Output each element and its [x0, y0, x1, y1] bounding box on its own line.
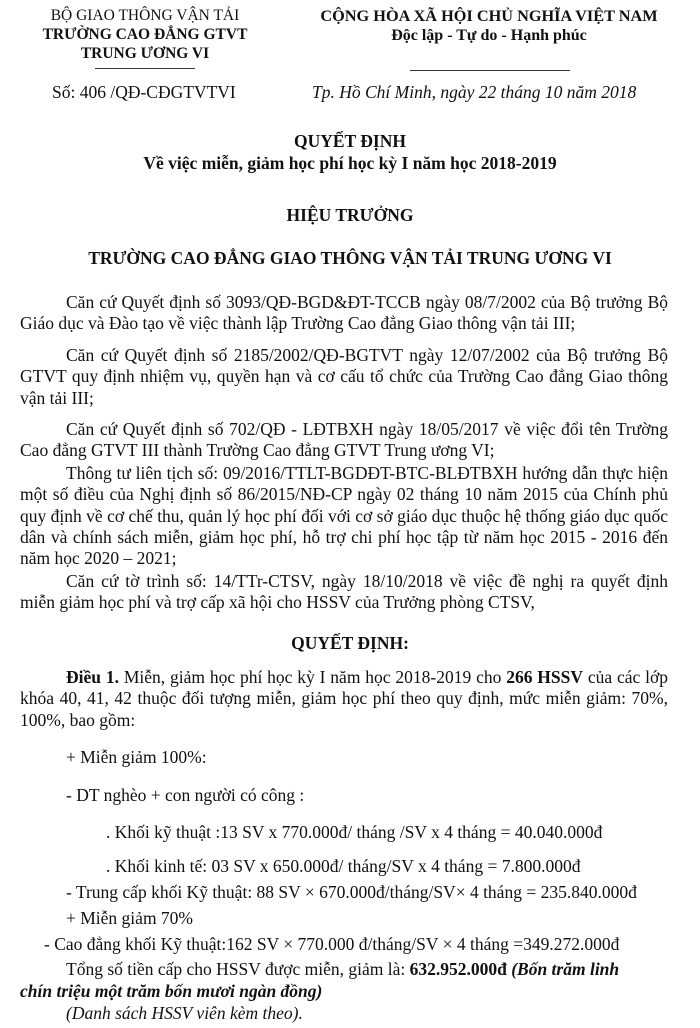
- technical-block-line: . Khối kỹ thuật :13 SV x 770.000đ/ tháng /SV x 4 tháng = 40.040.000đ: [106, 822, 603, 842]
- total-line: [66, 959, 619, 980]
- legal-basis-1: [20, 292, 668, 335]
- article-1: [20, 667, 668, 731]
- place-date: Tp. Hồ Chí Minh, ngày 22 tháng 10 năm 2018: [312, 82, 637, 102]
- issuer-underline: [95, 68, 195, 69]
- article-1-label: Điều 1.: [66, 667, 119, 687]
- legal-basis-5: [20, 571, 668, 614]
- total-words-line1: (Bốn trăm linh: [506, 959, 620, 979]
- national-heading: [284, 6, 694, 46]
- legal-basis-5-text: Căn cứ tờ trình số: 14/TTr-CTSV, ngày 18/10/2018 về việc đề nghị ra quyết định miễn giảm học phí và trợ cấp xã hội cho HSSV của Trưởng phòng CTSV,: [20, 571, 668, 613]
- legal-basis-4-text: Thông tư liên tịch số: 09/2016/TTLT-BGDĐT-BTC-BLĐTBXH hướng dẫn thực hiện một số điều của Nghị định số 86/2015/NĐ-CP ngày 02 tháng 10 năm 2015 của Chính phủ quy định về cơ chế thu, quản lý học phí đối với cơ sở giáo dục thuộc hệ thống giáo dục quốc dân và chính sách miễn, giảm học phí, hỗ trợ chi phí học tập từ năm học 2015 - 2016 đến năm học 2020 – 2021;: [20, 463, 668, 569]
- article-1-text-before: Miễn, giảm học phí học kỳ I năm học 2018-2019 cho: [118, 667, 507, 687]
- document-subject: Về việc miễn, giảm học phí học kỳ I năm học 2018-2019: [143, 153, 557, 173]
- school-name-line2: TRUNG ƯƠNG VI: [80, 45, 210, 62]
- article-1-count: 266 HSSV: [506, 667, 584, 687]
- national-motto: Độc lập - Tự do - Hạnh phúc: [391, 27, 587, 44]
- exempt-100-heading: + Miễn giảm 100%:: [66, 747, 207, 767]
- authority-school: TRƯỜNG CAO ĐẲNG GIAO THÔNG VẬN TẢI TRUNG ƯƠNG VI: [88, 248, 612, 268]
- document-title: QUYẾT ĐỊNH: [294, 131, 406, 151]
- document-number: Số: 406 /QĐ-CĐGTVTVI: [52, 82, 236, 102]
- total-amount: 632.952.000đ: [409, 959, 507, 979]
- ministry-name: BỘ GIAO THÔNG VẬN TẢI: [50, 7, 240, 24]
- nation-name: CỘNG HÒA XÃ HỘI CHỦ NGHĨA VIỆT NAM: [320, 6, 658, 25]
- total-words-line2: chín triệu một trăm bốn mươi ngàn đồng): [20, 981, 323, 1001]
- economics-block-line: . Khối kinh tế: 03 SV x 650.000đ/ tháng/SV x 4 tháng = 7.800.000đ: [106, 856, 581, 876]
- intermediate-technical-line: - Trung cấp khối Kỹ thuật: 88 SV × 670.000đ/tháng/SV× 4 tháng = 235.840.000đ: [66, 882, 637, 902]
- issuer-block: [10, 6, 280, 63]
- poor-beneficiary-line: - DT nghèo + con người có công :: [66, 785, 305, 805]
- article-1-text-after: của các lớp khóa 40, 41, 42 thuộc đối tượng miễn, giảm học phí theo quy định, mức miễn giảm: 70%, 100%, bao gồm:: [20, 667, 669, 730]
- legal-basis-2-text: Căn cứ Quyết định số 2185/2002/QĐ-BGTVT ngày 12/07/2002 của Bộ trưởng Bộ GTVT quy định nhiệm vụ, quyền hạn và cơ cấu tổ chức của Trường Cao đẳng Giao thông vận tải III;: [20, 345, 668, 408]
- legal-basis-1-text: Căn cứ Quyết định số 3093/QĐ-BGD&ĐT-TCCB ngày 08/7/2002 của Bộ trưởng Bộ Giáo dục và Đào tạo về việc thành lập Trường Cao đẳng Giao thông vận tải III;: [20, 292, 668, 334]
- college-technical-line: - Cao đẳng khối Kỹ thuật:162 SV × 770.000 đ/tháng/SV × 4 tháng =349.272.000đ: [44, 934, 620, 954]
- exempt-70-heading: + Miễn giảm 70%: [66, 908, 194, 928]
- legal-basis-3: [20, 419, 668, 462]
- school-name-line1: TRƯỜNG CAO ĐẲNG GTVT: [42, 26, 248, 43]
- authority-title: HIỆU TRƯỞNG: [286, 205, 414, 225]
- legal-basis-3-text: Căn cứ Quyết định số 702/QĐ - LĐTBXH ngày 18/05/2017 về việc đổi tên Trường Cao đẳng GTVT III thành Trường Cao đẳng GTVT Trung ương VI;: [20, 419, 668, 461]
- attachment-note: (Danh sách HSSV viên kèm theo).: [66, 1003, 303, 1023]
- legal-basis-2: [20, 345, 668, 409]
- decision-heading: QUYẾT ĐỊNH:: [291, 633, 409, 653]
- motto-underline: [410, 70, 570, 71]
- total-text: Tổng số tiền cấp cho HSSV được miễn, giảm là:: [66, 959, 410, 979]
- legal-basis-4: [20, 463, 668, 569]
